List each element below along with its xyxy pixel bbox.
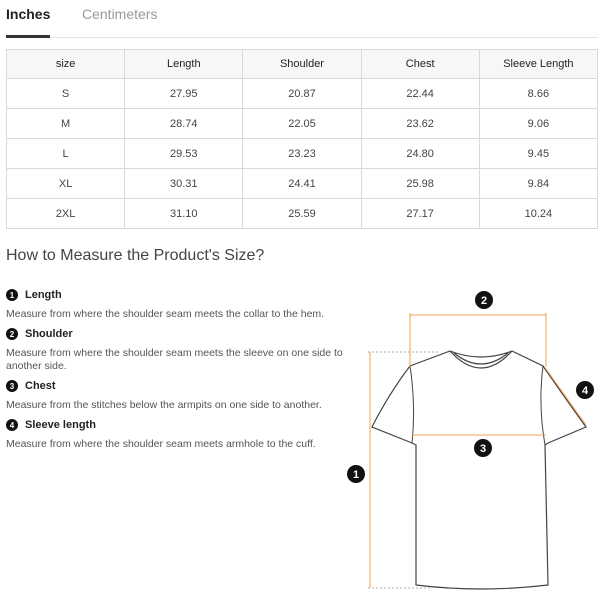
cell-length: 27.95 bbox=[125, 79, 243, 109]
cell-size: L bbox=[7, 139, 125, 169]
table-row bbox=[7, 139, 598, 169]
svg-text:1: 1 bbox=[352, 469, 360, 481]
cell-sleeve-length: 9.84 bbox=[479, 169, 597, 199]
cell-sleeve-length: 10.24 bbox=[479, 199, 597, 229]
marker-2 bbox=[475, 291, 493, 309]
step-sleeve-length bbox=[6, 418, 346, 451]
step-description: Measure from where the shoulder seam meets the collar to the hem. bbox=[6, 308, 325, 320]
cell-length: 31.10 bbox=[125, 199, 243, 229]
cell-length: 29.53 bbox=[125, 139, 243, 169]
how-to-measure-title: How to Measure the Product's Size? bbox=[6, 247, 265, 264]
tab-centimeters[interactable]: Centimeters bbox=[82, 6, 158, 22]
cell-sleeve-length: 8.66 bbox=[479, 79, 597, 109]
step-number-badge: 4 bbox=[6, 419, 18, 431]
step-chest bbox=[6, 379, 346, 412]
table-row bbox=[7, 109, 598, 139]
cell-shoulder: 24.41 bbox=[243, 169, 361, 199]
cell-length: 28.74 bbox=[125, 109, 243, 139]
step-number-badge: 3 bbox=[6, 380, 18, 392]
table-header-row bbox=[7, 50, 598, 79]
cell-chest: 27.17 bbox=[361, 199, 479, 229]
svg-text:4: 4 bbox=[581, 385, 589, 397]
step-description: Measure from where the shoulder seam meets armhole to the cuff. bbox=[6, 438, 316, 450]
unit-tabs bbox=[6, 0, 598, 38]
marker-1 bbox=[347, 465, 365, 483]
step-name: Chest bbox=[25, 380, 56, 392]
step-description: Measure from the stitches below the armpits on one side to another. bbox=[6, 399, 322, 411]
cell-sleeve-length: 9.06 bbox=[479, 109, 597, 139]
sleeve-seam-right bbox=[541, 366, 545, 445]
cell-chest: 25.98 bbox=[361, 169, 479, 199]
step-description: Measure from where the shoulder seam meets the sleeve on one side to another side. bbox=[6, 347, 343, 372]
table-row bbox=[7, 199, 598, 229]
cell-size: XL bbox=[7, 169, 125, 199]
header-chest: Chest bbox=[361, 50, 479, 79]
cell-shoulder: 25.59 bbox=[243, 199, 361, 229]
step-shoulder bbox=[6, 327, 346, 373]
marker-4 bbox=[576, 381, 594, 399]
size-chart-table bbox=[6, 49, 598, 229]
header-length: Length bbox=[125, 50, 243, 79]
header-sleeve-length: Sleeve Length bbox=[479, 50, 597, 79]
step-number-badge: 1 bbox=[6, 289, 18, 301]
cell-chest: 22.44 bbox=[361, 79, 479, 109]
step-name: Sleeve length bbox=[25, 419, 96, 431]
marker-3 bbox=[474, 439, 492, 457]
table-row bbox=[7, 79, 598, 109]
cell-size: 2XL bbox=[7, 199, 125, 229]
tshirt-outline-icon bbox=[372, 351, 586, 589]
step-name: Shoulder bbox=[25, 328, 73, 340]
tshirt-measurement-diagram bbox=[340, 285, 605, 600]
sleeve-seam-left bbox=[410, 366, 414, 443]
cell-length: 30.31 bbox=[125, 169, 243, 199]
cell-sleeve-length: 9.45 bbox=[479, 139, 597, 169]
cell-size: S bbox=[7, 79, 125, 109]
header-size: size bbox=[7, 50, 125, 79]
svg-text:2: 2 bbox=[480, 295, 488, 307]
svg-text:3: 3 bbox=[479, 443, 487, 455]
cell-shoulder: 22.05 bbox=[243, 109, 361, 139]
tab-inches[interactable]: Inches bbox=[6, 6, 51, 22]
step-length bbox=[6, 288, 346, 321]
step-name: Length bbox=[25, 289, 62, 301]
cell-shoulder: 23.23 bbox=[243, 139, 361, 169]
header-shoulder: Shoulder bbox=[243, 50, 361, 79]
table-row bbox=[7, 169, 598, 199]
cell-shoulder: 20.87 bbox=[243, 79, 361, 109]
measure-steps bbox=[6, 288, 346, 457]
active-tab-underline bbox=[6, 35, 50, 38]
step-number-badge: 2 bbox=[6, 328, 18, 340]
cell-chest: 23.62 bbox=[361, 109, 479, 139]
cell-chest: 24.80 bbox=[361, 139, 479, 169]
cell-size: M bbox=[7, 109, 125, 139]
